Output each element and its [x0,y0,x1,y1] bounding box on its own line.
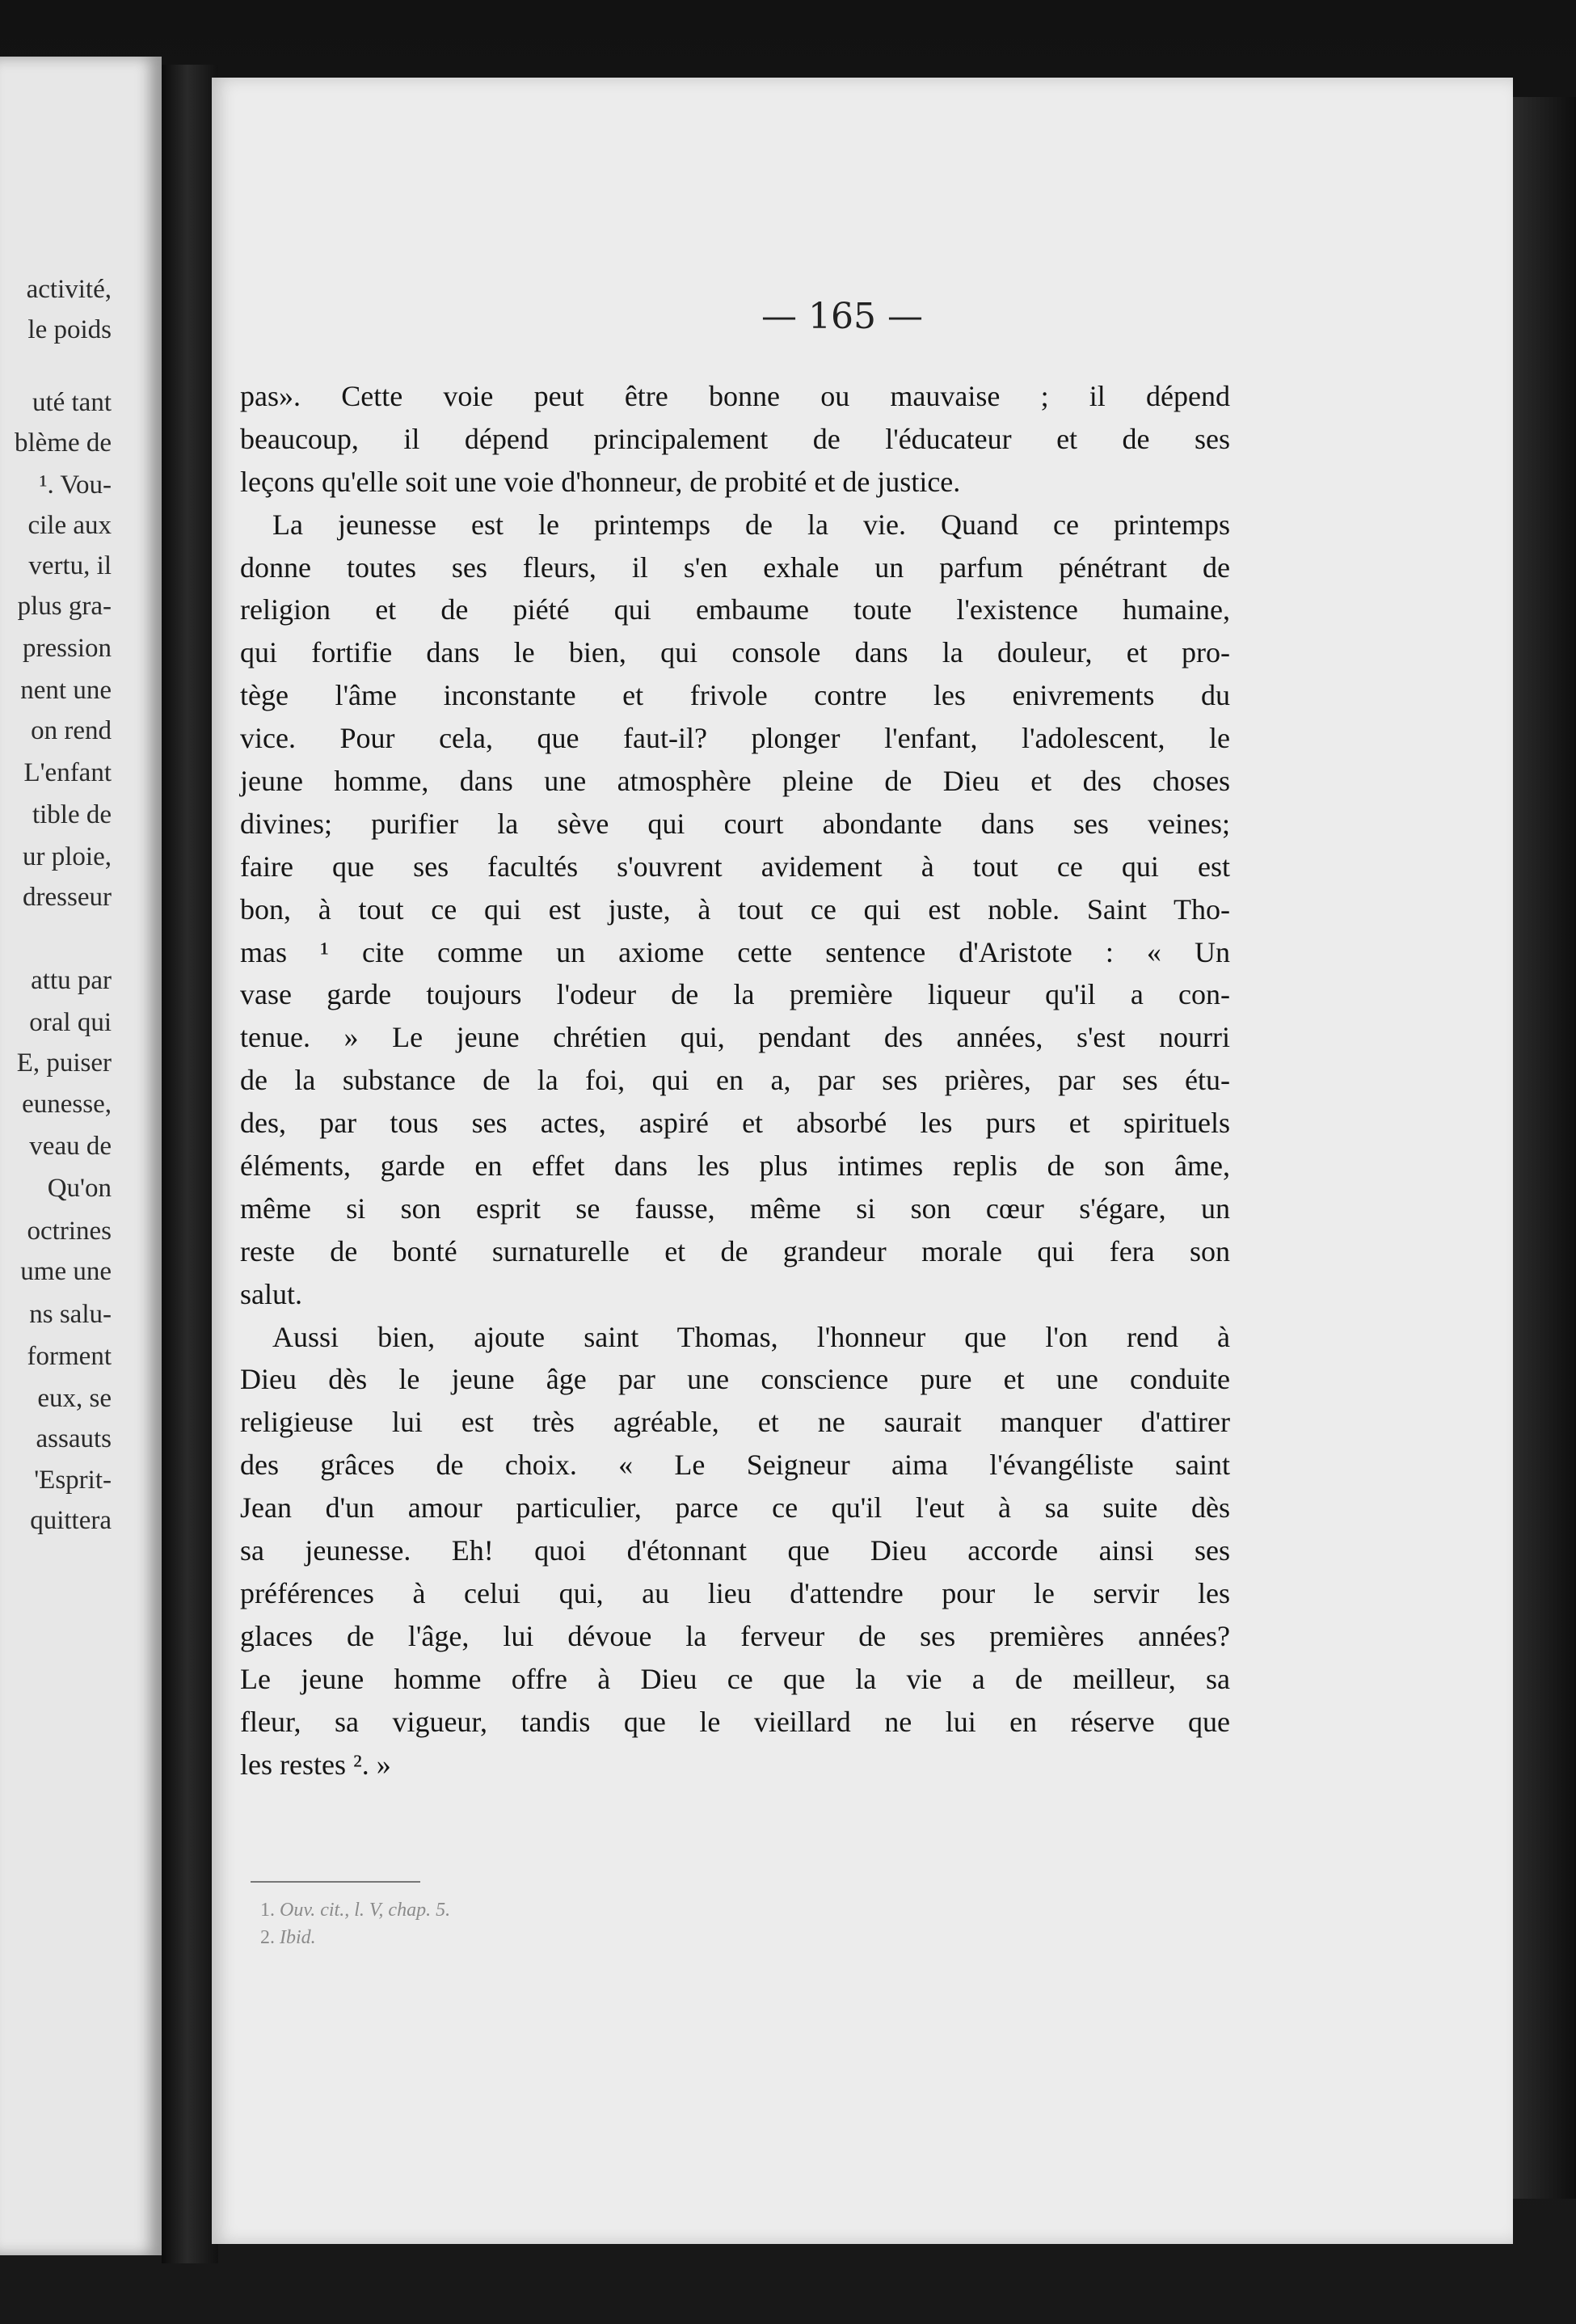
text-line: reste de bonté surnaturelle et de grandeur morale qui fera son [240,1234,1230,1267]
text-line: religieuse lui est très agréable, et ne saurait manquer d'attirer [240,1406,1230,1439]
left-page-line: eux, se [37,1384,112,1413]
footnote-2 [260,1924,450,1951]
text-line: tège l'âme inconstante et frivole contre les enivrements du [240,679,1230,712]
text-line: même si son esprit se fausse, même si son cœur s'égare, un [240,1192,1230,1225]
left-page-line: tible de [32,800,112,829]
left-page-line: ur ploie, [23,842,112,871]
left-page-line: E, puiser [16,1048,112,1078]
body-text [240,375,1230,1786]
text-line: Aussi bien, ajoute saint Thomas, l'honneur que l'on rend à [272,1320,1230,1353]
text-line: fleur, sa vigueur, tandis que le vieillard ne lui en réserve que [240,1705,1230,1738]
text-line: qui fortifie dans le bien, qui console dans la douleur, et pro- [240,636,1230,669]
text-line: glaces de l'âge, lui dévoue la ferveur de ses premières années? [240,1619,1230,1652]
footnote-text: Ouv. cit., l. V, chap. 5. [280,1900,451,1921]
text-line: faire que ses facultés s'ouvrent avidement à tout ce qui est [240,850,1230,883]
page-right-edge-shadow [1513,97,1576,2199]
text-line: les restes ². » [240,1748,391,1781]
text-line: Jean d'un amour particulier, parce ce qu'il l'eut à sa suite dès [240,1491,1230,1525]
left-page-line: cile aux [27,511,112,540]
text-line: Le jeune homme offre à Dieu ce que la vie a de meilleur, sa [240,1662,1230,1695]
left-page-line: on rend [31,716,112,745]
footnotes [260,1896,450,1951]
text-line: sa jeunesse. Eh! quoi d'étonnant que Dieu accorde ainsi ses [240,1534,1230,1567]
text-line: leçons qu'elle soit une voie d'honneur, de probité et de justice. [240,465,961,498]
left-page-line: forment [27,1342,112,1371]
left-facing-page [0,57,162,2255]
book-gutter [162,65,218,2263]
left-page-line: veau de [29,1132,112,1161]
left-page-line: L'enfant [23,758,112,787]
left-page-line: ume une [20,1257,112,1286]
text-line: La jeunesse est le printemps de la vie. Quand ce printemps [272,508,1230,541]
footnote-text: Ibid. [280,1927,316,1948]
footnote-number: 1. [260,1900,275,1921]
text-line: Dieu dès le jeune âge par une conscience pure et une conduite [240,1363,1230,1396]
footnote-number: 2. [260,1927,275,1948]
text-line: préférences à celui qui, au lieu d'attendre pour le servir les [240,1576,1230,1609]
left-page-line: blème de [14,428,112,458]
text-line: beaucoup, il dépend principalement de l'éducateur et de ses [240,422,1230,455]
left-page-line: 'Esprit- [34,1466,112,1495]
left-page-line: oral qui [29,1008,112,1037]
text-line: religion et de piété qui embaume toute l'existence humaine, [240,593,1230,626]
left-page-line: eunesse, [22,1090,112,1119]
left-page-line: quittera [30,1506,112,1535]
text-line: jeune homme, dans une atmosphère pleine de Dieu et des choses [240,765,1230,798]
left-page-line: dresseur [23,883,112,912]
left-page-line: uté tant [32,388,112,417]
left-page-line: pression [23,634,112,663]
left-page-line: le poids [27,315,112,344]
text-line: tenue. » Le jeune chrétien qui, pendant des années, s'est nourri [240,1021,1230,1054]
text-line: bon, à tout ce qui est juste, à tout ce qui est noble. Saint Tho- [240,892,1230,926]
left-page-line: ¹. Vou- [39,470,112,500]
text-line: des grâces de choix. « Le Seigneur aima l'évangéliste saint [240,1449,1230,1482]
left-page-line: plus gra- [17,592,112,621]
footnote-1 [260,1896,450,1924]
left-page-line: vertu, il [28,551,112,580]
text-line: mas ¹ cite comme un axiome cette sentence d'Aristote : « Un [240,935,1230,968]
text-line: vice. Pour cela, que faut-il? plonger l'enfant, l'adolescent, le [240,722,1230,755]
footnote-rule [251,1881,420,1883]
text-line: éléments, garde en effet dans les plus intimes replis de son âme, [240,1149,1230,1183]
left-page-line: attu par [31,966,112,995]
left-page-line: assauts [36,1424,112,1453]
left-page-line: octrines [27,1217,112,1246]
text-line: des, par tous ses actes, aspiré et absorbé les purs et spirituels [240,1107,1230,1140]
text-line: divines; purifier la sève qui court abondante dans ses veines; [240,807,1230,840]
text-line: de la substance de la foi, qui en a, par ses prières, par ses étu- [240,1064,1230,1097]
left-page-line: nent une [20,676,112,705]
text-line: donne toutes ses fleurs, il s'en exhale un parfum pénétrant de [240,550,1230,584]
text-line: salut. [240,1277,302,1310]
left-page-line: Qu'on [47,1174,112,1203]
text-line: pas». Cette voie peut être bonne ou mauvaise ; il dépend [240,380,1230,412]
left-page-line: activité, [26,275,112,304]
left-page-line: ns salu- [29,1300,112,1329]
text-line: vase garde toujours l'odeur de la première liqueur qu'il a con- [240,978,1230,1011]
page [212,78,1513,2244]
page-number: — 165 — [761,296,923,337]
